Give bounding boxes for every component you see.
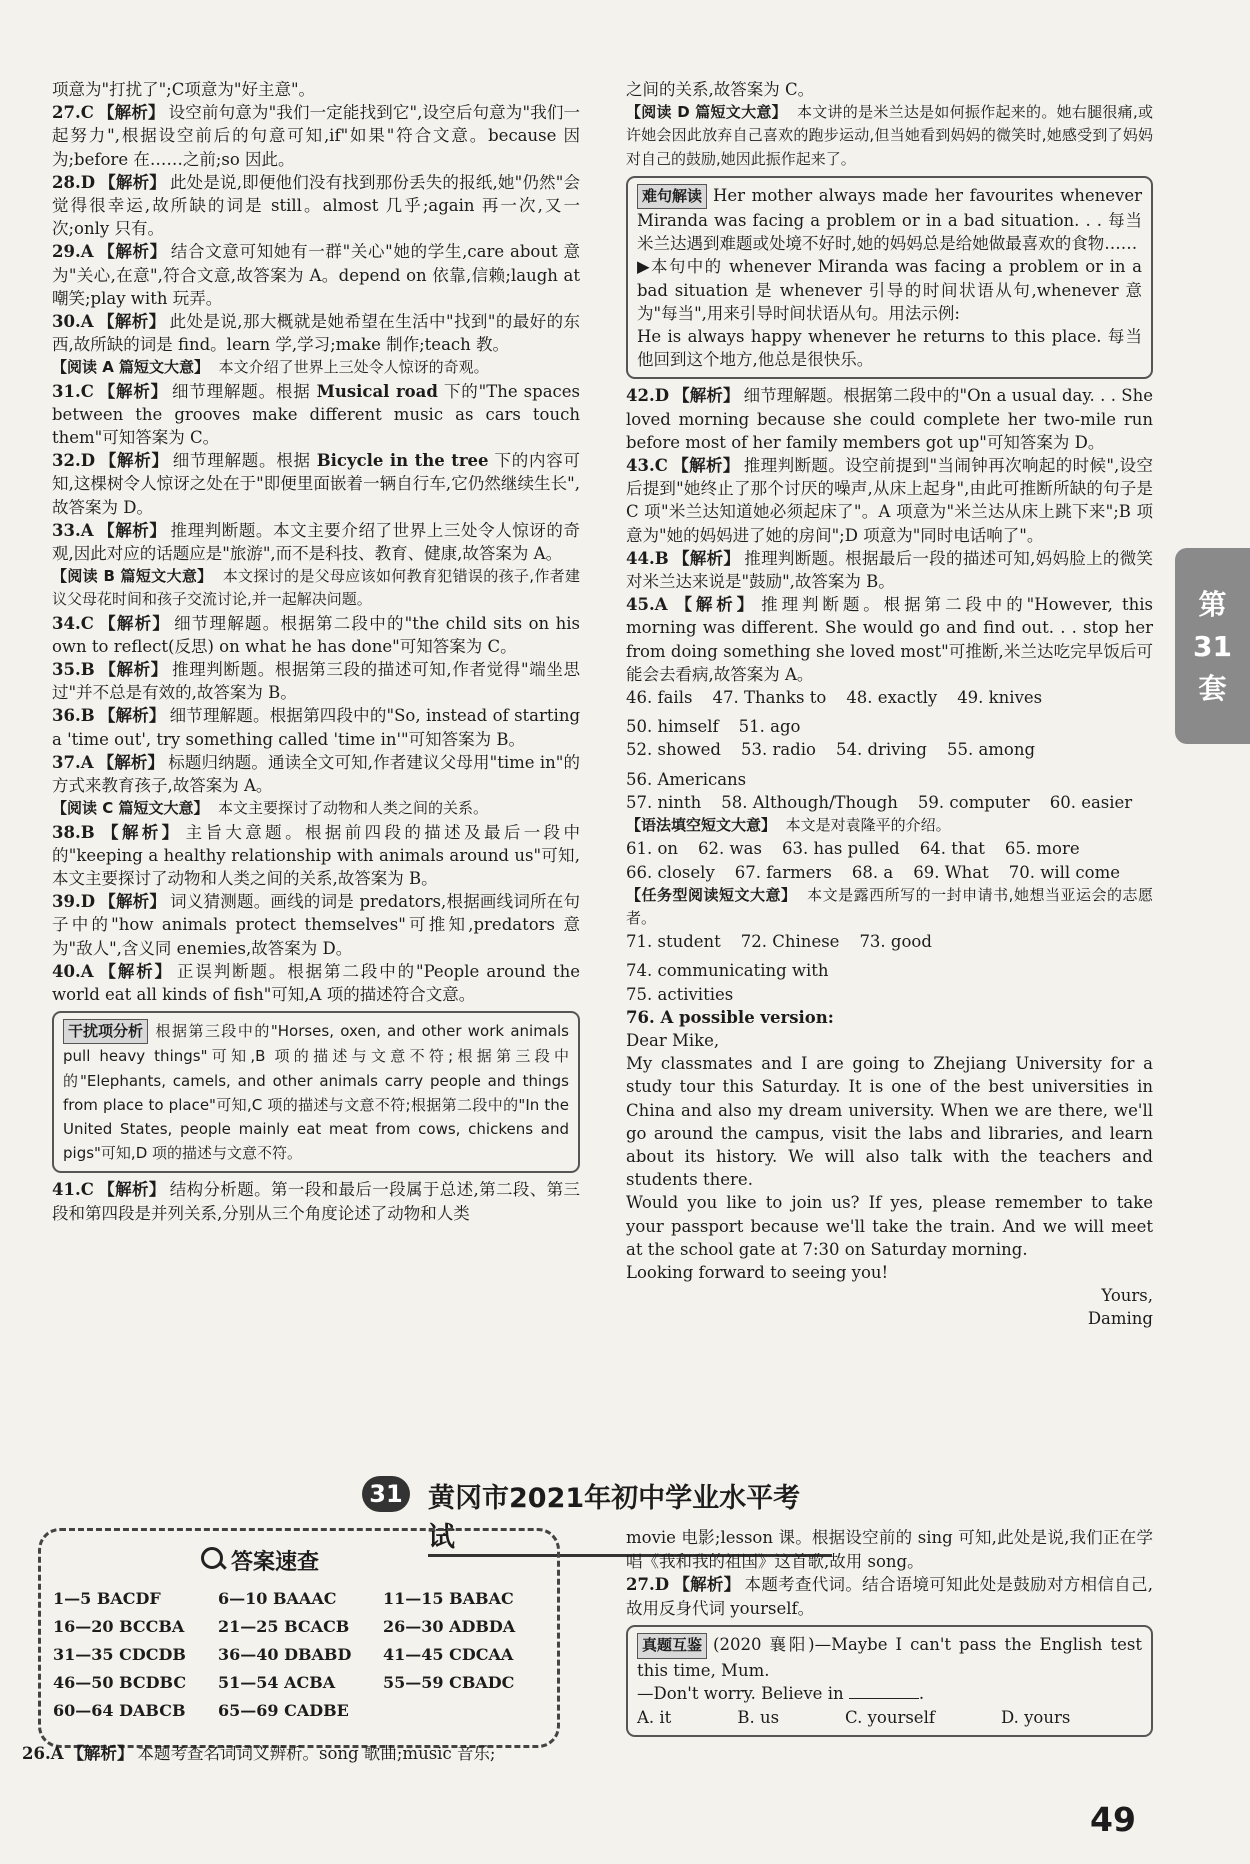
section-title: 黄冈市2021年初中学业水平考试 — [428, 1476, 832, 1557]
right-bottom-block: movie 电影;lesson 课。根据设空前的 sing 可知,此处是说,我们正在学唱《我和我的祖国》这首歌,故用 song。 27.D 【解析】 本题考查代词。结合语境可知此处是鼓励对方相信自己,故用反身代词 yourself。 真题互鉴 (2020 襄阳)—Maybe I can't pass the English test this time, Mum. —Don't worry. Believe in . A. it B. us C. yourself D. yours — [626, 1526, 1153, 1742]
quick-answer-title: 答案速查 — [231, 1550, 320, 1575]
quick-answer-cell: 51—54 ACBA — [218, 1673, 336, 1692]
fill-answer: 65. more — [1004, 839, 1080, 859]
past-exam-box: 真题互鉴 (2020 襄阳)—Maybe I can't pass the English test this time, Mum. —Don't worry. Believe in . A. it B. us C. yourself D. yours — [626, 1625, 1153, 1737]
option: B. us — [737, 1707, 780, 1727]
answer-item: 34.C 【解析】 细节理解题。根据第二段中的"the child sits on his own to reflect(反思) on what he has done"可知答案为 C。 — [52, 613, 580, 656]
fill-answer: 56. Americans — [626, 769, 747, 789]
answer-blank — [849, 1698, 919, 1699]
quick-answer-cell: 55—59 CBADC — [383, 1673, 515, 1692]
fill-answer: 55. among — [946, 740, 1036, 760]
fill-answer: 57. ninth — [626, 792, 702, 812]
quick-answer-cell: 41—45 CDCAA — [383, 1645, 514, 1664]
quick-answer-cell: 26—30 ADBDA — [383, 1617, 516, 1636]
box-tag: 干扰项分析 — [63, 1019, 148, 1044]
answer-33: 33.A 【解析】 推理判断题。本文主要介绍了世界上三处令人惊讶的奇观,因此对应的话题应是"旅游",而不是科技、教育、健康,故答案为 A。 — [52, 520, 581, 564]
answer-item: 32.D 【解析】 细节理解题。根据 Bicycle in the tree 下的内容可知,这棵树令人惊讶之处在于"即便里面嵌着一辆自行车,它仍然继续生长",故答案为 D。 — [52, 451, 581, 517]
answer-row — [626, 791, 1153, 814]
answer-list — [52, 380, 580, 519]
answer-row — [626, 930, 1153, 982]
fill-answer: 60. easier — [1049, 792, 1133, 812]
quick-answer-cell: 11—15 BABAC — [383, 1589, 514, 1608]
fill-answer: 48. exactly — [846, 688, 938, 708]
answer-item: 43.C 【解析】 推理判断题。设空前提到"当闹钟再次响起的时候",设空后提到"她终止了那个讨厌的噪声,从床上起身",由此可推断所缺的句子是 C 项"米兰达知道她必须起床了"。A 项意为"米兰达从床上跳下来";B 项意为"她的妈妈进了她的房间";D 项意为"同时电话响了"。 — [626, 456, 1153, 545]
answer-row — [626, 738, 1153, 790]
difficult-sentence-box: 难句解读 Her mother always made her favourites whenever Miranda was facing a problem or in a bad situation. . . 每当米兰达遇到难题或处境不好时,她的妈妈总是给她做最喜欢的食物…… ▶本句中的 whenever Miranda was facing a problem or in a bad situation 是 whenever 引导的时间状语从句,whenever 意为"每当",用来引导时间状语从句。用法示例: He is always happy whenever he returns to this place. 每当他回到这个地方,他总是很快乐。 — [626, 176, 1153, 380]
set-badge: 31 — [362, 1476, 410, 1512]
quick-answer-grid — [53, 1587, 553, 1723]
fill-answer: 67. farmers — [734, 862, 832, 882]
fill-answer: 70. will come — [1008, 862, 1121, 882]
answer-item: 42.D 【解析】 细节理解题。根据第二段中的"On a usual day. . . She loved morning because she could complete her two-mile run before most of her family members got up"可知答案为 D。 — [626, 386, 1153, 452]
summary-task: 【任务型阅读短文大意】 本文是露西所写的一封申请书,她想当亚运会的志愿者。 — [626, 885, 1153, 927]
fill-answer: 71. student — [626, 932, 721, 952]
left-intro: 项意为"打扰了";C项意为"好主意"。 — [52, 80, 316, 99]
fill-answer: 62. was — [698, 839, 762, 859]
fill-answer: 61. on — [626, 839, 679, 859]
fill-answer: 51. ago — [738, 717, 801, 737]
summary-d: 【阅读 D 篇短文大意】 本文讲的是米兰达是如何振作起来的。她右腿很痛,或许她会因此放弃自己喜欢的跑步运动,但当她看到妈妈的微笑时,她感受到了妈妈对自己的鼓励,她因此振作起来了。 — [626, 103, 1153, 168]
fill-answer: 49. knives — [957, 688, 1043, 708]
answer-41: 41.C 【解析】 结构分析题。第一段和最后一段属于总述,第二段、第三段和第四段是并列关系,分别从三个角度论述了动物和人类 — [52, 1180, 581, 1223]
summary-grammar: 【语法填空短文大意】 本文是对袁隆平的介绍。 — [626, 816, 951, 835]
answer-item: 29.A 【解析】 结合文意可知她有一群"关心"她的学生,care about 意为"关心,在意",符合文意,故答案为 A。depend on 依靠,信赖;laugh at 嘲笑;play with 玩弄。 — [52, 242, 581, 308]
quick-answer-cell: 65—69 CADBE — [218, 1701, 349, 1720]
answer-26: 26.A 【解析】 本题考查名词词义辨析。song 歌曲;music 音乐; — [22, 1744, 496, 1763]
answer-item: 36.B 【解析】 细节理解题。根据第四段中的"So, instead of starting a 'time out', try something called 'time in'"可知答案为 B。 — [52, 706, 581, 749]
answer-item: 37.A 【解析】 标题归纳题。通读全文可知,作者建议父母用"time in"的方式来教育孩子,故答案为 A。 — [52, 752, 581, 796]
answer-item: 45.A 【解析】 推理判断题。根据第二段中的"However, this morning was different. She would go and find out. . . stop her from doing something she loved most"可推断,米兰达吃完早饭后可能会去看病,故答案为 A。 — [626, 595, 1153, 684]
answer-list — [626, 384, 1153, 686]
fill-answer: 74. communicating with — [626, 961, 829, 981]
fill-answer: 58. Although/Though — [721, 792, 898, 812]
answer-list — [52, 101, 580, 356]
option: D. yours — [1000, 1707, 1071, 1727]
right-intro: 之间的关系,故答案为 C。 — [626, 80, 815, 99]
right-column — [626, 78, 1153, 1331]
answer-item: 35.B 【解析】 推理判断题。根据第三段的描述可知,作者觉得"端坐思过"并不总是有效的,故答案为 B。 — [52, 660, 580, 703]
answer-item: 38.B 【解析】 主旨大意题。根据前四段的描述及最后一段中的"keeping a healthy relationship with animals around us"可知,本文主要探讨了动物和人类之间的关系,故答案为 B。 — [52, 822, 581, 888]
section-banner — [362, 1476, 832, 1553]
answer-item: 27.C 【解析】 设空前句意为"我们一定能找到它",设空后句意为"我们一起努力",根据设空前后的句意可知,if"如果"符合文意。because 因为;before 在……之前;so 因此。 — [52, 103, 581, 169]
quick-answer-box — [38, 1528, 560, 1748]
quick-answer-cell: 36—40 DBABD — [218, 1645, 352, 1664]
left-column — [52, 78, 580, 1225]
quick-answer-cell: 21—25 BCACB — [218, 1617, 350, 1636]
answer-item: 44.B 【解析】 推理判断题。根据最后一段的描述可知,妈妈脸上的微笑对米兰达来说是"鼓励",故答案为 B。 — [626, 548, 1154, 592]
summary-b: 【阅读 B 篇短文大意】 本文探讨的是父母应该如何教育犯错误的孩子,作者建议父母花时间和孩子交流讨论,并一起解决问题。 — [52, 567, 580, 609]
fill-answer: 54. driving — [835, 740, 927, 760]
answer-list — [52, 612, 580, 798]
fill-answer: 72. Chinese — [740, 932, 840, 952]
fill-answer: 52. showed — [626, 740, 721, 760]
option: A. it — [637, 1707, 672, 1727]
option: C. yourself — [845, 1707, 935, 1727]
fill-answer: 53. radio — [740, 740, 816, 760]
answer-row — [626, 861, 1153, 884]
set-number-tab: 第 31 套 — [1175, 548, 1250, 744]
answer-item: 28.D 【解析】 此处是说,即便他们没有找到那份丢失的报纸,她"仍然"会觉得很幸运,故所缺的词是 still。almost 几乎;again 再一次,又一次;only 只有。 — [52, 172, 580, 239]
box-tag: 真题互鉴 — [637, 1633, 707, 1659]
quick-answer-cell: 46—50 BCDBC — [53, 1673, 187, 1692]
summary-a: 【阅读 A 篇短文大意】 本文介绍了世界上三处令人惊讶的奇观。 — [52, 358, 489, 377]
distractor-analysis-box: 干扰项分析 根据第三段中的"Horses, oxen, and other work animals pull heavy things"可知,B 项的描述与文意不符;根据第三段中的"Elephants, camels, and other animals carry people and things from place to place"可知,C 项的描述与文意不符;根据第二段中的"In the United States, people mainly eat meat from cows, chickens and pigs"可知,D 项的描述与文意不符。 — [52, 1011, 580, 1173]
fill-answer: 47. Thanks to — [712, 688, 827, 708]
answer-item: 31.C 【解析】 细节理解题。根据 Musical road 下的"The spaces between the grooves make different music as cars touch them"可知答案为 C。 — [52, 381, 581, 448]
quick-answer-cell — [383, 1699, 548, 1723]
answer-row — [626, 837, 1153, 860]
quick-answer-cell: 16—20 BCCBA — [53, 1617, 185, 1636]
answer-item: 30.A 【解析】 此处是说,那大概就是她希望在生活中"找到"的最好的东西,故所缺的词是 find。learn 学,学习;make 制作;teach 教。 — [52, 312, 580, 355]
box-tag: 难句解读 — [637, 184, 707, 209]
answer-75: 75. activities — [626, 984, 734, 1004]
fill-answer: 73. good — [859, 932, 932, 952]
option-row — [637, 1706, 1142, 1730]
fill-answer: 50. himself — [626, 717, 719, 737]
quick-answer-cell: 31—35 CDCDB — [53, 1645, 186, 1664]
page-number: 49 — [1090, 1800, 1136, 1839]
quick-answer-cell: 1—5 BACDF — [53, 1589, 161, 1608]
fill-answer: 59. computer — [917, 792, 1030, 812]
answer-item: 40.A 【解析】 正误判断题。根据第二段中的"People around the world eat all kinds of fish"可知,A 项的描述符合文意。 — [52, 961, 580, 1004]
fill-answer: 68. a — [851, 862, 894, 882]
answer-row — [626, 686, 1153, 738]
fill-answer: 66. closely — [626, 862, 715, 882]
fill-answer: 64. that — [919, 839, 985, 859]
fill-answer: 46. fails — [626, 688, 693, 708]
answer-list — [52, 821, 580, 1007]
summary-c: 【阅读 C 篇短文大意】 本文主要探讨了动物和人类之间的关系。 — [52, 799, 489, 818]
quick-answer-cell: 6—10 BAAAC — [218, 1589, 337, 1608]
sample-letter: 76. A possible version: Dear Mike, My classmates and I are going to Zhejiang University for a study tour this Saturday. It is one of the best universities in China and also my dream university. When we are there, we'll go around the campus, visit the labs and libraries, and learn about its history. We will also talk with the teachers and students there. Would you like to join us? If yes, please remember to take your passport because we'll take the train. And we will meet at the school gate at 7:30 on Saturday morning. Looking forward to seeing you! Yours, Daming — [626, 1007, 1153, 1329]
answer-item: 39.D 【解析】 词义猜测题。画线的词是 predators,根据画线词所在句子中的"how animals protect themselves"可推知,predators 意为"敌人",含义同 enemies,故答案为 D。 — [52, 892, 580, 958]
magnifier-icon — [201, 1547, 223, 1569]
fill-answer: 69. What — [913, 862, 989, 882]
quick-answer-cell: 60—64 DABCB — [53, 1701, 186, 1720]
fill-answer: 63. has pulled — [781, 839, 900, 859]
